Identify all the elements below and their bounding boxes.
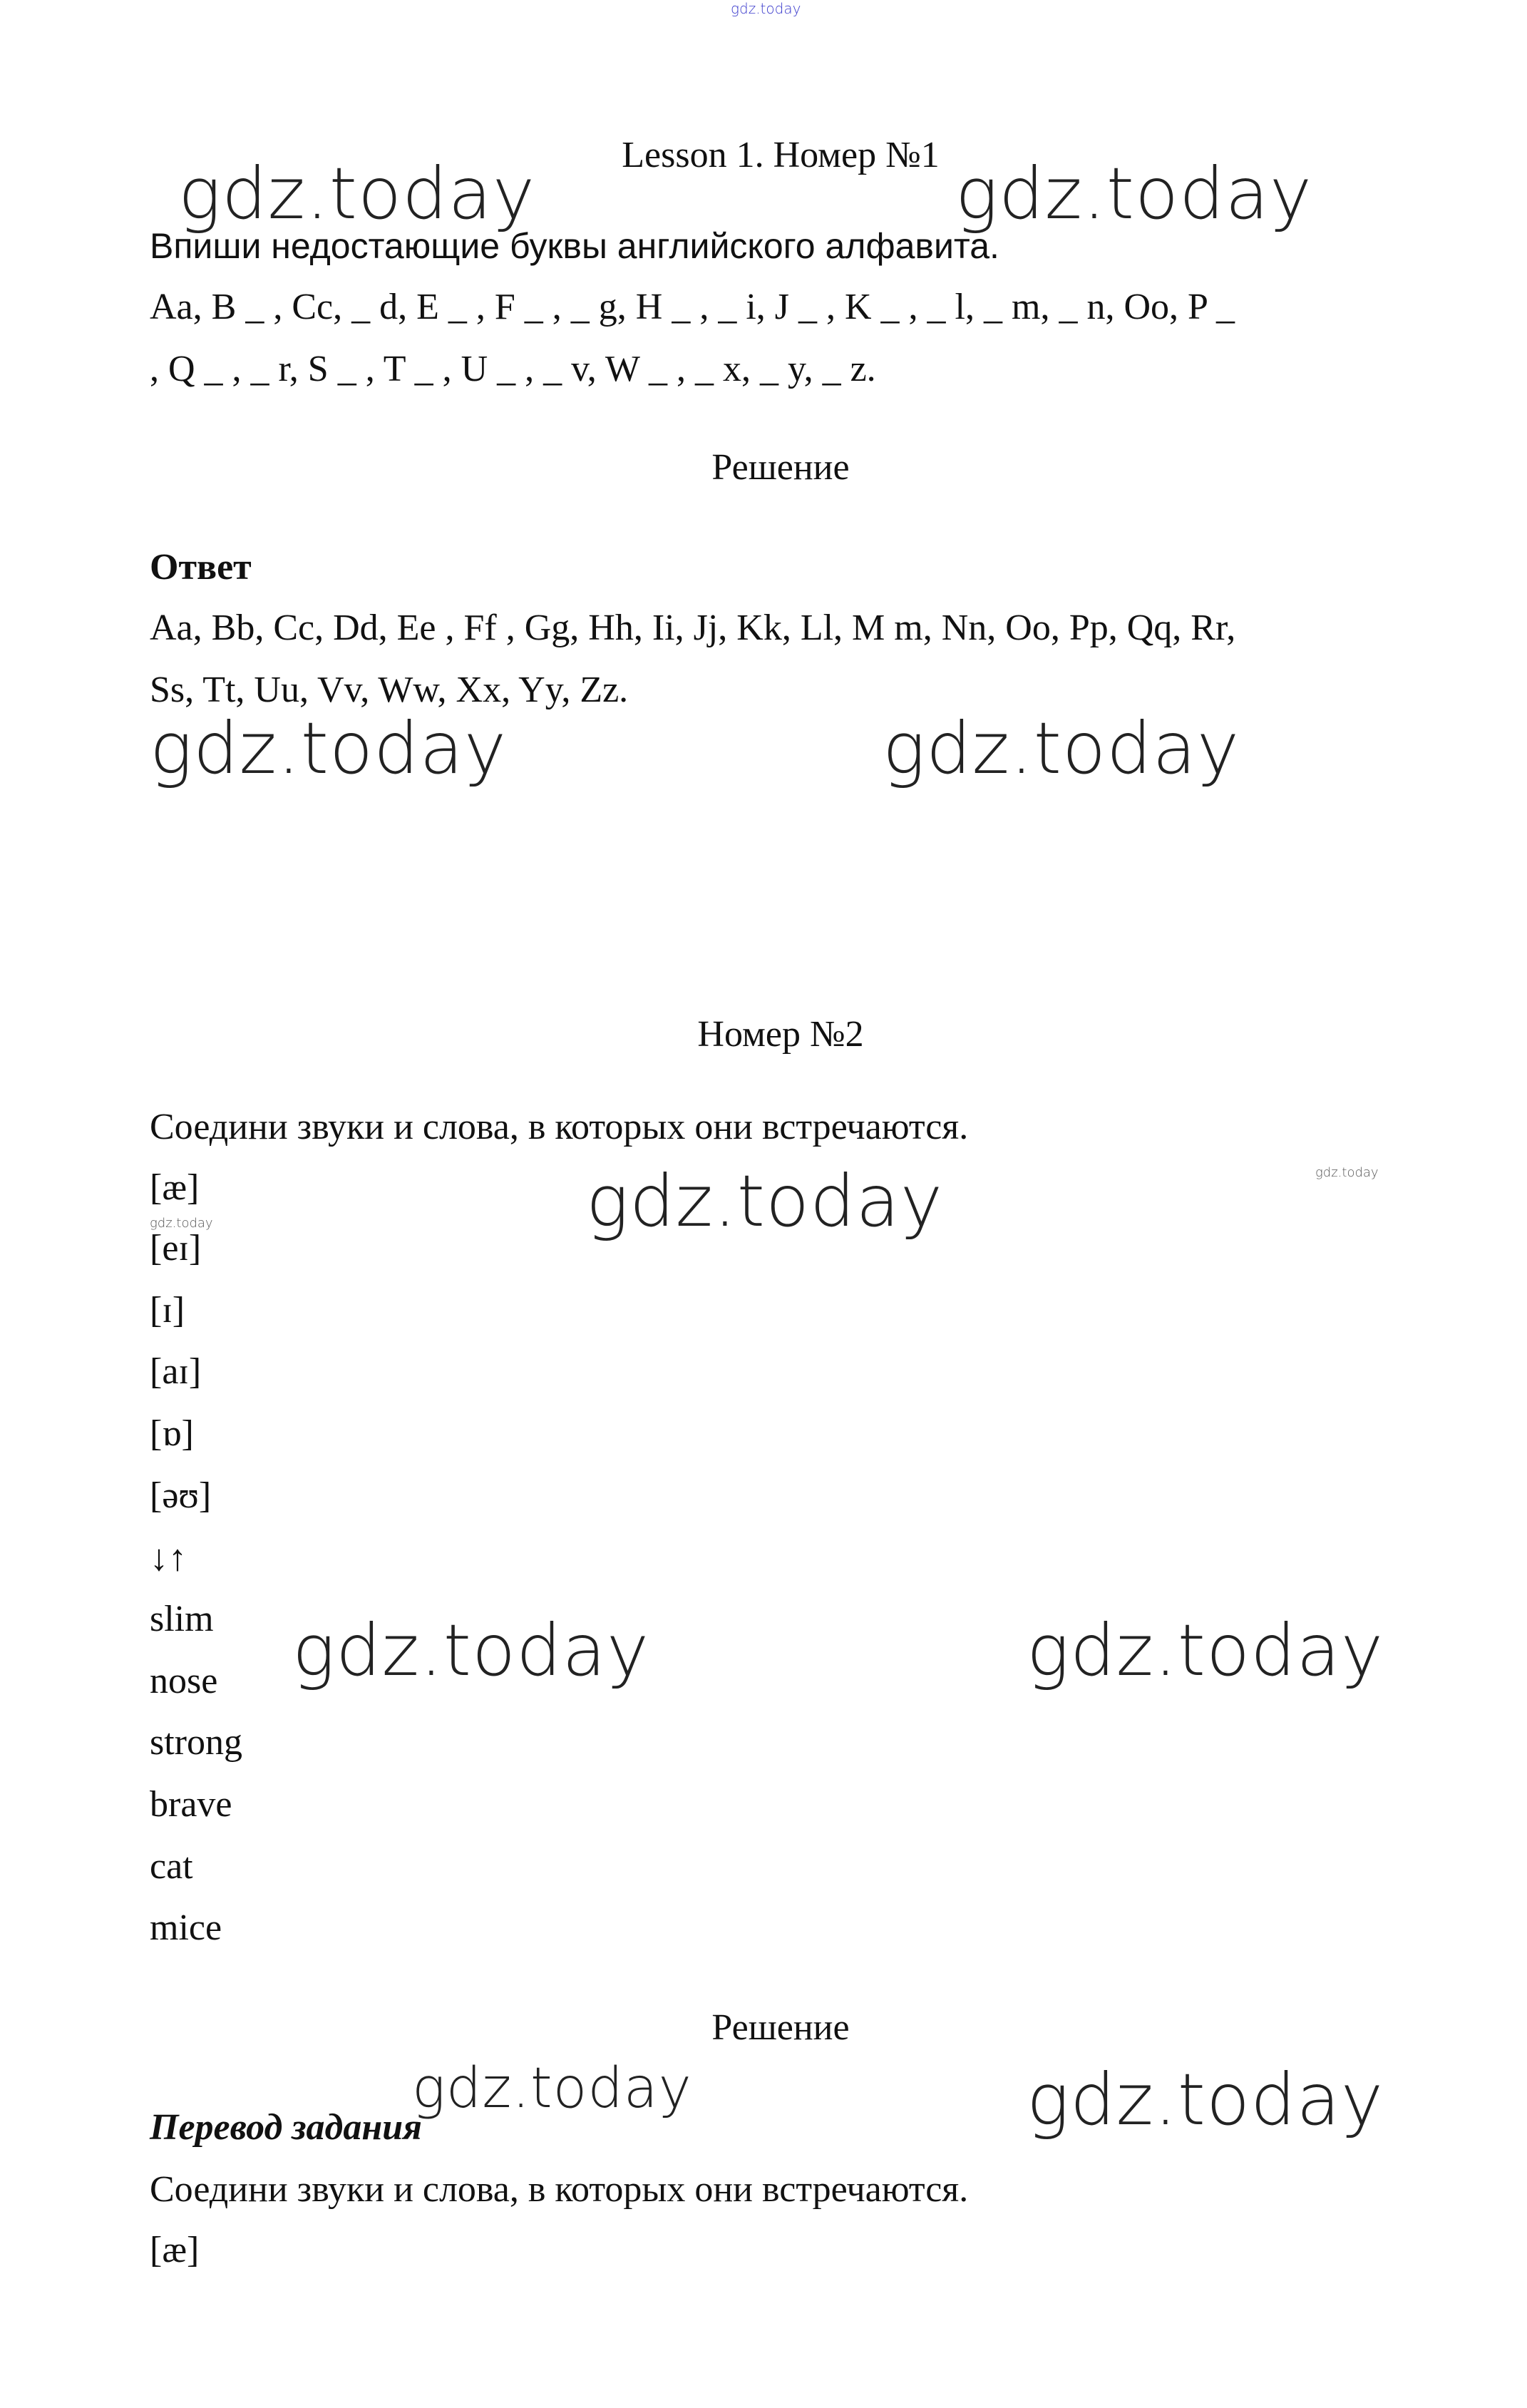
- watermark: gdz.today: [586, 1159, 944, 1243]
- watermark: gdz.today: [178, 152, 536, 235]
- word-item: nose: [150, 1661, 218, 1701]
- task1-instruction: Впиши недостающие буквы английского алфавита.: [150, 226, 999, 266]
- watermark: gdz.today: [1027, 2058, 1384, 2141]
- sound-item: [əʊ]: [150, 1475, 212, 1516]
- translation-label: Перевод задания: [150, 2107, 422, 2148]
- word-item: slim: [150, 1599, 214, 1639]
- task1-exercise-line: Aa, B _ , Cc, _ d, E _ , F _ , _ g, H _ , _ i, J _ , K _ , _ l, _ m, _ n, Oo, P _: [150, 287, 1235, 327]
- sound-item: [ɪ]: [150, 1290, 185, 1331]
- task1-answer-line: Ss, Tt, Uu, Vv, Ww, Xx, Yy, Zz.: [150, 670, 629, 710]
- watermark: gdz.today: [412, 2056, 692, 2121]
- word-item: cat: [150, 1846, 193, 1887]
- sound-item: [æ]: [150, 1167, 200, 1208]
- sound-item: [eɪ]: [150, 1228, 202, 1269]
- watermark: gdz.today: [883, 707, 1240, 790]
- watermark: gdz.today: [1027, 1609, 1384, 1692]
- task1-solution-heading: Решение: [711, 447, 850, 488]
- word-item: brave: [150, 1784, 232, 1825]
- task2-solution-heading: Решение: [711, 2007, 850, 2048]
- sound-item: [ɒ]: [150, 1413, 194, 1454]
- translation-sound: [æ]: [150, 2230, 200, 2270]
- task1-answer-label: Ответ: [150, 547, 252, 588]
- watermark: gdz.today: [150, 1216, 213, 1231]
- task1-title: Lesson 1. Номер №1: [622, 135, 940, 175]
- watermark: gdz.today: [1315, 1165, 1379, 1180]
- task2-title: Номер №2: [697, 1014, 864, 1055]
- task1-answer-line: Aa, Bb, Cc, Dd, Ee , Ff , Gg, Hh, Ii, Jj, Kk, Ll, M m, Nn, Oo, Pp, Qq, Rr,: [150, 608, 1236, 648]
- task2-instruction: Соедини звуки и слова, в которых они встречаются.: [150, 1107, 969, 1147]
- watermark: gdz.today: [292, 1609, 650, 1692]
- arrows-icon: ↓↑: [150, 1538, 187, 1579]
- watermark: gdz.today: [955, 152, 1313, 235]
- task1-exercise-line: , Q _ , _ r, S _ , T _ , U _ , _ v, W _ , _ x, _ y, _ z.: [150, 349, 876, 389]
- sound-item: [aɪ]: [150, 1351, 202, 1392]
- word-item: strong: [150, 1722, 242, 1763]
- watermark: gdz.today: [150, 707, 508, 790]
- translation-text: Соедини звуки и слова, в которых они встречаются.: [150, 2169, 969, 2210]
- header-site-tag: gdz.today: [731, 0, 801, 17]
- word-item: mice: [150, 1907, 222, 1948]
